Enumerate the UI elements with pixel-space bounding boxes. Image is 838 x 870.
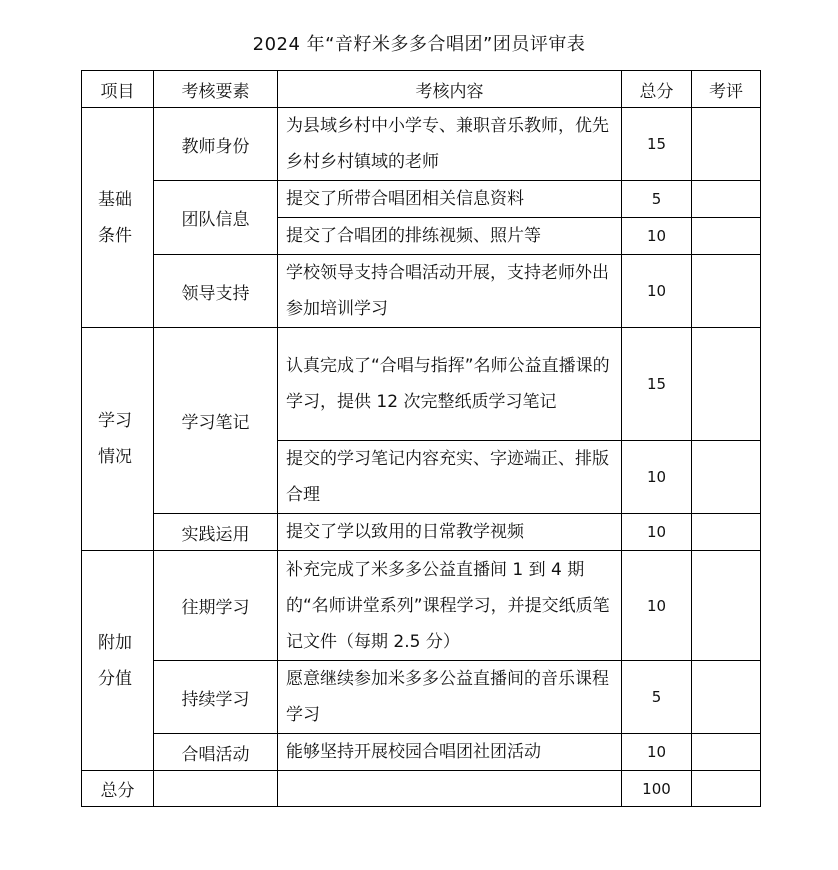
content-cell: 补充完成了米多多公益直播间 1 到 4 期的“名师讲堂系列”课程学习，并提交纸质笔记文件（每期 2.5 分） — [278, 551, 622, 661]
table-row — [82, 551, 761, 661]
total-label: 总分 — [82, 771, 154, 807]
evaluation-cell[interactable] — [692, 514, 761, 551]
content-cell: 愿意继续参加米多多公益直播间的音乐课程学习 — [278, 661, 622, 734]
category-cell: 学习 情况 — [82, 328, 154, 551]
evaluation-cell[interactable] — [692, 328, 761, 441]
evaluation-cell[interactable] — [692, 218, 761, 255]
table-row — [82, 734, 761, 771]
table-row — [82, 514, 761, 551]
evaluation-cell[interactable] — [692, 551, 761, 661]
element-cell: 团队信息 — [154, 181, 278, 255]
table-row — [82, 328, 761, 441]
evaluation-cell[interactable] — [692, 661, 761, 734]
total-row — [82, 771, 761, 807]
element-cell: 教师身份 — [154, 108, 278, 181]
content-cell: 为县域乡村中小学专、兼职音乐教师，优先乡村乡村镇域的老师 — [278, 108, 622, 181]
category-cell: 附加 分值 — [82, 551, 154, 771]
score-cell: 10 — [622, 218, 692, 255]
header-content: 考核内容 — [278, 71, 622, 108]
evaluation-cell[interactable] — [692, 441, 761, 514]
table-row — [82, 108, 761, 181]
category-cell: 基础 条件 — [82, 108, 154, 328]
header-row — [82, 71, 761, 108]
total-score: 100 — [622, 771, 692, 807]
score-cell: 5 — [622, 661, 692, 734]
content-cell: 认真完成了“合唱与指挥”名师公益直播课的学习，提供 12 次完整纸质学习笔记 — [278, 328, 622, 441]
content-cell: 能够坚持开展校园合唱团社团活动 — [278, 734, 622, 771]
score-cell: 10 — [622, 255, 692, 328]
header-evaluation: 考评 — [692, 71, 761, 108]
content-cell: 提交了学以致用的日常教学视频 — [278, 514, 622, 551]
total-content-cell — [278, 771, 622, 807]
score-cell: 15 — [622, 328, 692, 441]
score-cell: 10 — [622, 441, 692, 514]
table-row — [82, 255, 761, 328]
evaluation-cell[interactable] — [692, 108, 761, 181]
content-cell: 提交了合唱团的排练视频、照片等 — [278, 218, 622, 255]
content-cell: 学校领导支持合唱活动开展，支持老师外出参加培训学习 — [278, 255, 622, 328]
form-title: 2024 年“音籽米多多合唱团”团员评审表 — [252, 34, 586, 55]
total-evaluation-cell[interactable] — [692, 771, 761, 807]
element-cell: 合唱活动 — [154, 734, 278, 771]
score-cell: 10 — [622, 514, 692, 551]
score-cell: 10 — [622, 734, 692, 771]
content-cell: 提交的学习笔记内容充实、字迹端正、排版合理 — [278, 441, 622, 514]
header-item: 项目 — [82, 71, 154, 108]
evaluation-table — [81, 70, 761, 807]
score-cell: 5 — [622, 181, 692, 218]
table-row — [82, 661, 761, 734]
evaluation-cell[interactable] — [692, 734, 761, 771]
element-cell: 持续学习 — [154, 661, 278, 734]
score-cell: 10 — [622, 551, 692, 661]
header-element: 考核要素 — [154, 71, 278, 108]
score-cell: 15 — [622, 108, 692, 181]
content-cell: 提交了所带合唱团相关信息资料 — [278, 181, 622, 218]
evaluation-cell[interactable] — [692, 255, 761, 328]
element-cell: 领导支持 — [154, 255, 278, 328]
element-cell: 实践运用 — [154, 514, 278, 551]
total-element-cell — [154, 771, 278, 807]
element-cell: 往期学习 — [154, 551, 278, 661]
header-score: 总分 — [622, 71, 692, 108]
table-row — [82, 181, 761, 218]
element-cell: 学习笔记 — [154, 328, 278, 514]
evaluation-cell[interactable] — [692, 181, 761, 218]
